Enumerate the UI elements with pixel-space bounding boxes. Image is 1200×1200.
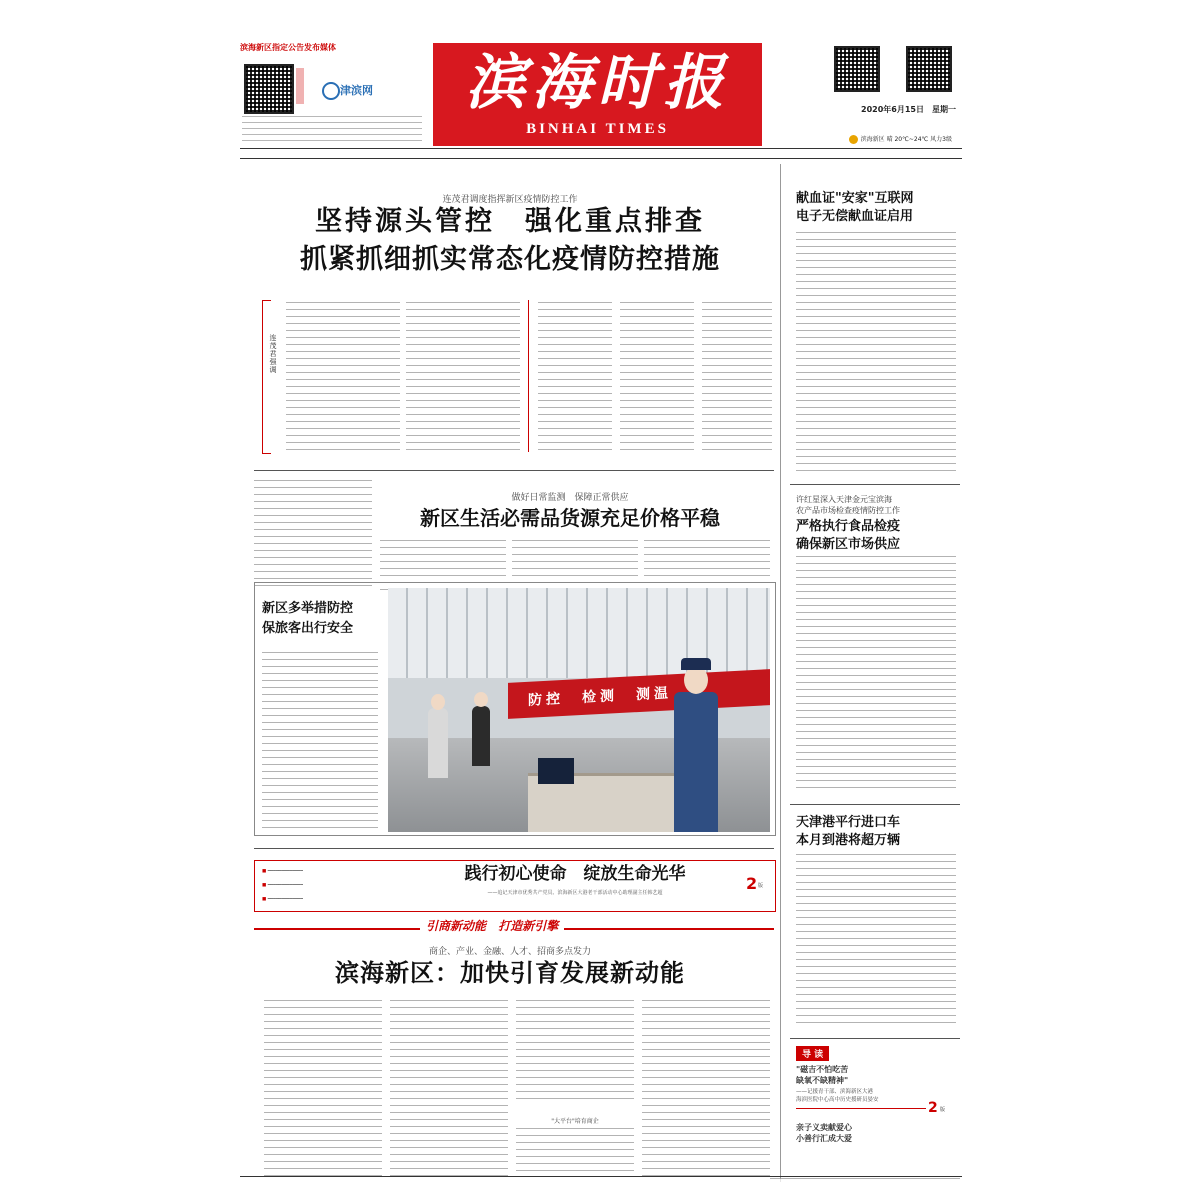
right-story-a-headline: 献血证"安家"互联网 电子无偿献血证启用 bbox=[796, 191, 914, 224]
section-rule bbox=[254, 470, 774, 471]
qr-code-icon bbox=[906, 46, 952, 92]
promo-bullet: ■ ━━━━━━━━━━━━━ bbox=[262, 868, 412, 875]
right-story-b-kicker: 许红星深入天津金元宝滨海 农产品市场检查疫情防控工作 bbox=[796, 495, 900, 515]
sidebar-rule bbox=[528, 300, 529, 452]
body-column bbox=[642, 1000, 770, 1176]
right-story-a-text bbox=[796, 232, 956, 472]
qr-code-icon bbox=[244, 64, 294, 114]
promo-subline: ——追记天津市优秀共产党员、滨海新区大港老干部活动中心助理副主任韩艺超 bbox=[487, 890, 663, 896]
story3-headline: 滨海新区：加快引育发展新动能 bbox=[335, 959, 685, 987]
story3-kicker: 商企、产业、金融、人才、招商多点发力 bbox=[428, 947, 591, 957]
right-story-b-text bbox=[796, 556, 956, 792]
logo-box bbox=[433, 43, 762, 146]
photo-story-headline: 新区多举措防控 bbox=[262, 601, 354, 616]
lead-kicker: 连茂君调度指挥新区疫情防控工作 bbox=[442, 195, 578, 205]
right-story-c-text bbox=[796, 854, 956, 1028]
partner-logo-text: 津滨网 bbox=[340, 84, 373, 97]
photo-officer-cap bbox=[681, 658, 711, 670]
photo-story-text bbox=[262, 652, 378, 828]
photo-officer-head bbox=[684, 666, 708, 694]
partner-logo-icon bbox=[322, 82, 340, 100]
sidebar-label: 连茂君强调 bbox=[269, 334, 277, 374]
masthead-rule bbox=[240, 148, 962, 159]
right-story-b-headline: 严格执行食品检疫 确保新区市场供应 bbox=[796, 519, 901, 552]
right-story-c-headline: 天津港平行进口车 本月到港将超万辆 bbox=[796, 815, 901, 848]
body-column bbox=[620, 302, 694, 450]
column-divider bbox=[780, 164, 781, 1182]
body-column bbox=[516, 1128, 634, 1176]
lead-headline: 坚持源头管控 强化重点排查 bbox=[315, 206, 705, 237]
section-rule bbox=[790, 1038, 960, 1039]
photo-traveler-head bbox=[431, 694, 445, 710]
section-rule bbox=[254, 848, 774, 849]
story2-kicker: 做好日常监测 保障正常供应 bbox=[511, 493, 629, 503]
promo-bullet: ■ ━━━━━━━━━━━━━ bbox=[262, 882, 412, 889]
guide-rule bbox=[796, 1108, 926, 1109]
photo-officer bbox=[674, 692, 718, 832]
photo-banner-text: 防控 检测 测温 bbox=[528, 685, 672, 709]
footer-rule bbox=[240, 1176, 962, 1177]
newspaper-page bbox=[240, 42, 962, 1182]
newspaper-logo: 滨海时报 bbox=[465, 48, 730, 118]
news-photo bbox=[388, 588, 770, 832]
footer-text bbox=[770, 1178, 960, 1182]
body-column bbox=[538, 302, 612, 450]
photo-traveler bbox=[472, 706, 490, 766]
promo-headline: 践行初心使命 绽放生命光华 bbox=[464, 864, 686, 884]
photo-ceiling bbox=[388, 588, 770, 678]
guide-page-ref: 2 bbox=[928, 1100, 938, 1116]
story2-headline: 新区生活必需品货源充足价格平稳 bbox=[420, 506, 720, 530]
guide-tag: 导 读 bbox=[796, 1046, 829, 1061]
photo-monitor bbox=[538, 758, 574, 784]
guide-page-ref-suffix: 版 bbox=[940, 1107, 946, 1113]
sidebar-bracket bbox=[262, 300, 271, 454]
section-banner-text-2: 打造新引擎 bbox=[498, 919, 559, 933]
photo-traveler-head bbox=[474, 692, 488, 707]
section-banner-text-1: 引商新动能 bbox=[426, 919, 487, 933]
story3-inner-label: "大平台"培育商企 bbox=[551, 1118, 599, 1125]
section-rule bbox=[790, 804, 960, 805]
guide-item-subtitle: ——记援青干部、滨海新区大港 海滨医院中心高中历史援研员晏安 bbox=[796, 1089, 879, 1103]
masthead bbox=[240, 42, 962, 148]
guide-item-2[interactable]: 亲子义卖献爱心 小善行汇成大爱 bbox=[796, 1123, 852, 1143]
promo-page-ref-suffix: 版 bbox=[758, 883, 764, 889]
sun-icon bbox=[849, 135, 858, 144]
qr-code-icon bbox=[834, 46, 880, 92]
sidebar-text bbox=[286, 302, 400, 450]
weather-line bbox=[849, 134, 952, 144]
qr-caption-bar bbox=[296, 68, 304, 104]
body-column bbox=[702, 302, 772, 450]
guide-item-title[interactable]: "磁吉不怕吃苦 缺氧不缺精神" bbox=[796, 1065, 849, 1085]
contact-info-block bbox=[242, 116, 422, 144]
body-column bbox=[516, 1000, 634, 1100]
section-rule bbox=[790, 484, 960, 485]
photo-story-headline-2: 保旅客出行安全 bbox=[262, 621, 354, 636]
body-column bbox=[264, 1000, 382, 1176]
newspaper-logo-english: BINHAI TIMES bbox=[526, 121, 669, 137]
weather-text: 滨海新区 晴 20℃~24℃ 风力3级 bbox=[860, 136, 952, 143]
photo-traveler bbox=[428, 708, 448, 778]
body-column bbox=[390, 1000, 508, 1176]
sidebar-text bbox=[406, 302, 520, 450]
section-banner bbox=[420, 917, 564, 934]
promo-bullet: ■ ━━━━━━━━━━━━━ bbox=[262, 896, 412, 903]
promo-page-ref: 2 bbox=[746, 874, 758, 893]
masthead-tagline: 滨海新区指定公告发布媒体 bbox=[240, 43, 336, 52]
lead-headline-2: 抓紧抓细抓实常态化疫情防控措施 bbox=[300, 244, 720, 275]
body-column bbox=[254, 480, 372, 590]
issue-date: 2020年6月15日 星期一 bbox=[861, 105, 956, 114]
